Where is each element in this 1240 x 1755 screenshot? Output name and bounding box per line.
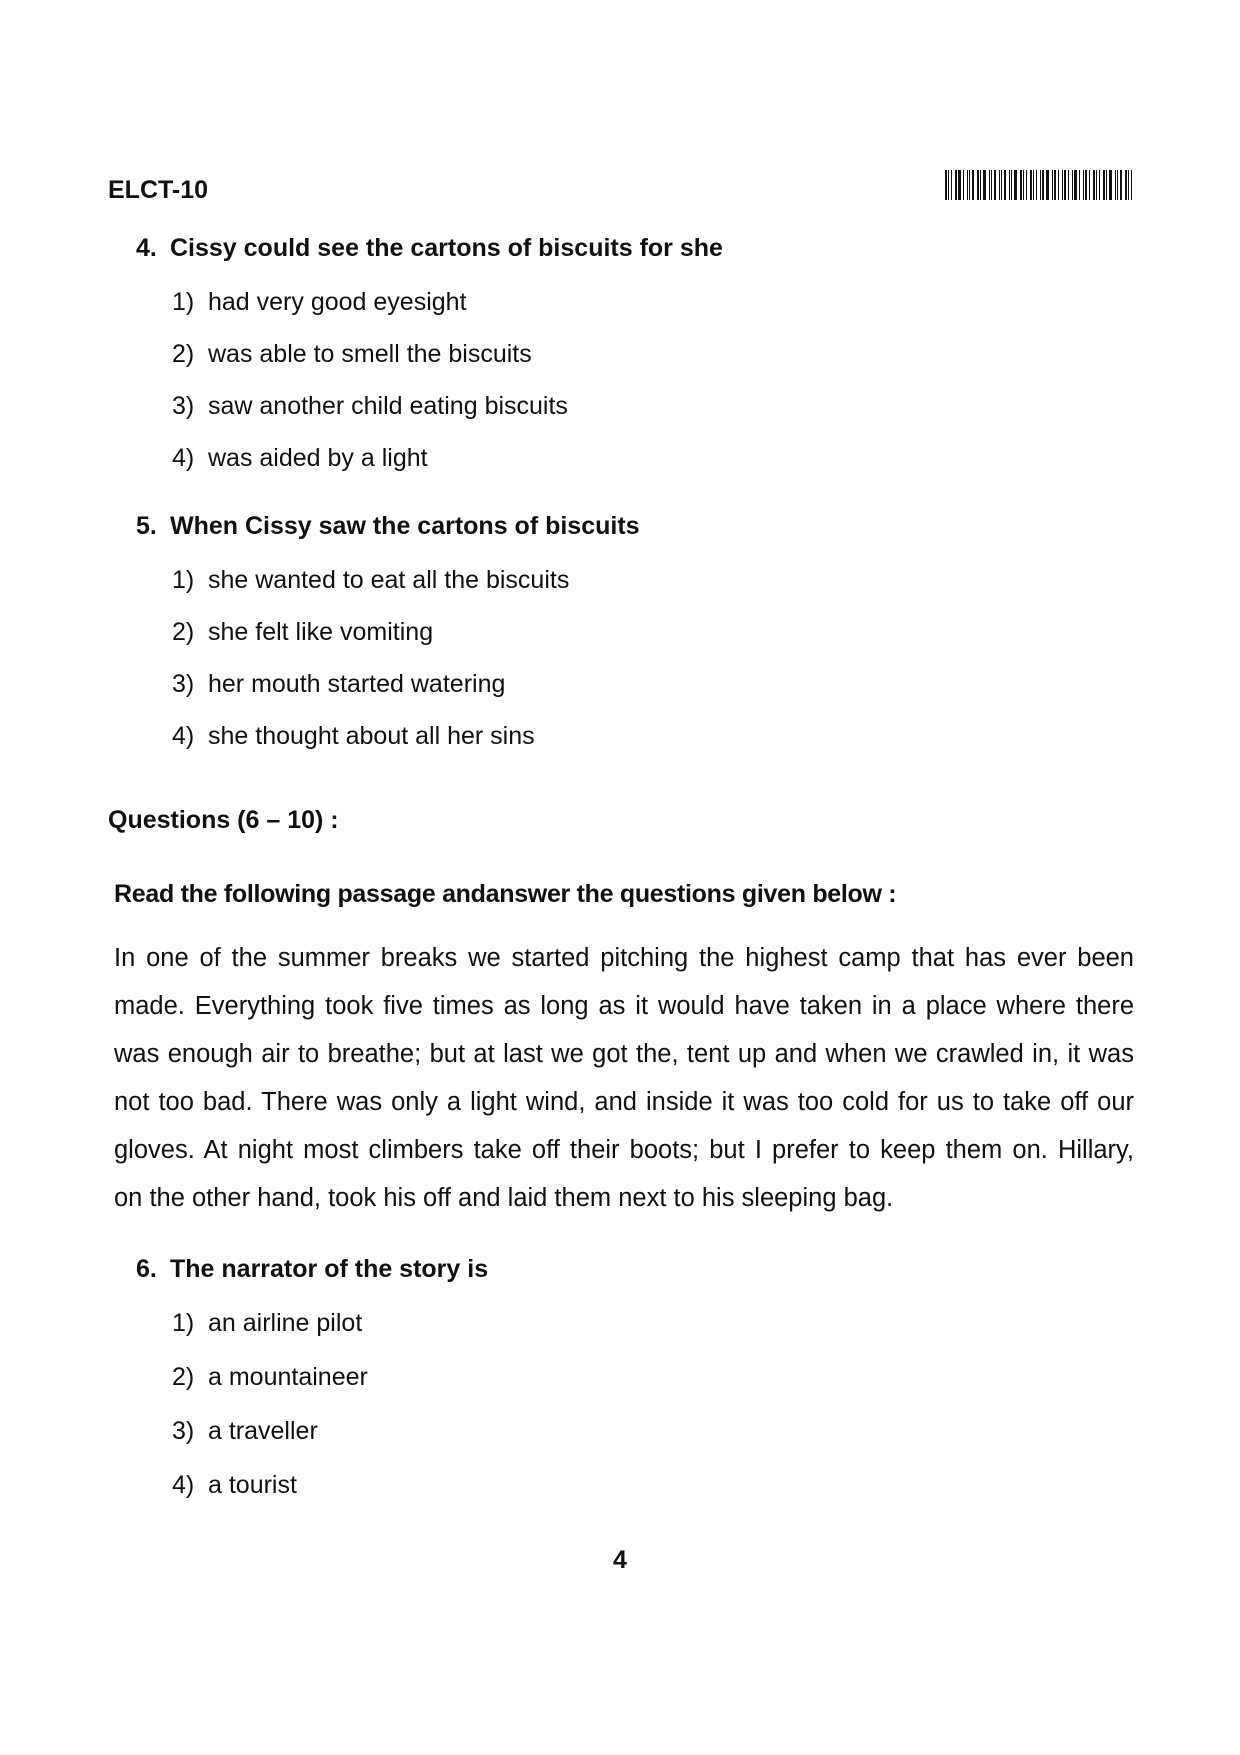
question-4-option-4[interactable] — [172, 444, 428, 473]
barcode-bar — [1014, 170, 1017, 200]
question-6-option-1[interactable] — [172, 1309, 362, 1338]
passage-line: on the other hand, took his off and laid them next to his sleeping bag. — [114, 1184, 894, 1212]
option-number: 4) — [172, 722, 195, 750]
barcode-bar — [1115, 170, 1116, 200]
barcode-bar — [1052, 170, 1053, 200]
barcode-bar — [1089, 170, 1090, 200]
option-text: saw another child eating biscuits — [208, 392, 568, 420]
barcode-bar — [1074, 170, 1077, 200]
barcode-bar — [1033, 170, 1034, 200]
barcode-bar — [1023, 170, 1024, 200]
barcode-bar — [1068, 170, 1069, 200]
barcode-bar — [945, 170, 947, 200]
barcode-bar — [1128, 170, 1129, 200]
option-text: a tourist — [208, 1471, 297, 1499]
question-5 — [136, 512, 640, 541]
option-text: she wanted to eat all the biscuits — [208, 566, 570, 594]
option-number: 3) — [172, 670, 195, 698]
option-text: a traveller — [208, 1417, 318, 1445]
question-4-option-1[interactable] — [172, 288, 467, 317]
page-number: 4 — [613, 1546, 627, 1574]
barcode-bar — [999, 170, 1000, 200]
option-number: 2) — [172, 340, 195, 368]
barcode-bar — [972, 170, 974, 200]
option-text: a mountaineer — [208, 1363, 368, 1391]
barcode-bar — [1036, 170, 1037, 200]
option-number: 4) — [172, 444, 195, 472]
barcode-bar — [1079, 170, 1080, 200]
option-number: 2) — [172, 618, 195, 646]
barcode-bar — [1085, 170, 1087, 200]
barcode-bar — [1042, 170, 1044, 200]
question-4-number: 4. — [136, 234, 157, 262]
reading-passage — [114, 934, 1134, 1222]
barcode-bar — [1058, 170, 1059, 200]
barcode-bar — [1026, 170, 1027, 200]
barcode-bar — [1062, 170, 1063, 200]
barcode-bar — [994, 170, 996, 200]
question-4-option-3[interactable] — [172, 392, 568, 421]
option-text: had very good eyesight — [208, 288, 467, 316]
barcode-bar — [1064, 170, 1066, 200]
barcode-bar — [1054, 170, 1056, 200]
barcode-bar — [1009, 170, 1010, 200]
option-number: 3) — [172, 392, 195, 420]
option-number: 1) — [172, 288, 195, 316]
passage-line: In one of the summer breaks we started pitching the highest camp that has ever been — [114, 944, 1134, 972]
question-5-number: 5. — [136, 512, 157, 540]
question-6 — [136, 1255, 488, 1284]
barcode-image — [945, 170, 1135, 200]
barcode-bar — [948, 170, 949, 200]
barcode-bar — [983, 170, 986, 200]
barcode-bar — [1004, 170, 1006, 200]
barcode-bar — [1109, 170, 1112, 200]
passage-line: not too bad. There was only a light wind, and inside it was too cold for us to take off our — [114, 1088, 1134, 1116]
question-4 — [136, 234, 723, 263]
passage-line: made. Everything took five times as long as it would have taken in a place where there — [114, 992, 1134, 1020]
option-number: 2) — [172, 1363, 195, 1391]
barcode-bar — [963, 170, 964, 200]
option-number: 4) — [172, 1471, 195, 1499]
option-text: she thought about all her sins — [208, 722, 535, 750]
question-6-option-2[interactable] — [172, 1363, 368, 1392]
barcode-bar — [955, 170, 957, 200]
option-number: 1) — [172, 1309, 195, 1337]
barcode-bar — [951, 170, 952, 200]
barcode-bar — [1072, 170, 1073, 200]
barcode-bar — [1103, 170, 1105, 200]
barcode-bar — [1040, 170, 1041, 200]
question-6-text: The narrator of the story is — [170, 1255, 489, 1283]
question-4-option-2[interactable] — [172, 340, 532, 369]
option-text: her mouth started watering — [208, 670, 506, 698]
barcode-bar — [1083, 170, 1084, 200]
paper-code: ELCT-10 — [108, 176, 209, 204]
question-5-text: When Cissy saw the cartons of biscuits — [170, 512, 640, 540]
question-6-option-3[interactable] — [172, 1417, 318, 1446]
question-4-text: Cissy could see the cartons of biscuits for she — [170, 234, 723, 262]
barcode-bar — [1030, 170, 1032, 200]
option-text: she felt like vomiting — [208, 618, 434, 646]
barcode-bar — [1120, 170, 1122, 200]
passage-line: gloves. At night most climbers take off their boots; but I prefer to keep them on. Hillary, — [114, 1136, 1134, 1164]
barcode-bar — [1117, 170, 1118, 200]
barcode-bar — [980, 170, 981, 200]
option-text: an airline pilot — [208, 1309, 363, 1337]
question-5-option-1[interactable] — [172, 566, 569, 595]
barcode-bar — [1096, 170, 1097, 200]
barcode-bar — [1125, 170, 1127, 200]
barcode-bar — [958, 170, 961, 200]
section-heading: Questions (6 – 10) : — [108, 806, 339, 834]
passage-line: was enough air to breathe; but at last we got the, tent up and when we crawled in, it was — [114, 1040, 1134, 1068]
barcode-bar — [989, 170, 990, 200]
question-6-option-4[interactable] — [172, 1471, 297, 1500]
barcode-bar — [1093, 170, 1095, 200]
question-5-option-3[interactable] — [172, 670, 505, 699]
barcode-bar — [1020, 170, 1022, 200]
barcode-bar — [977, 170, 979, 200]
question-6-number: 6. — [136, 1255, 157, 1283]
passage-instruction: Read the following passage andanswer the questions given below : — [114, 880, 897, 908]
barcode-bar — [969, 170, 970, 200]
barcode-bar — [1001, 170, 1002, 200]
barcode-bar — [1011, 170, 1012, 200]
barcode-bar — [1046, 170, 1049, 200]
question-5-option-2[interactable] — [172, 618, 433, 647]
barcode-bar — [1106, 170, 1107, 200]
barcode-bar — [967, 170, 968, 200]
option-text: was aided by a light — [208, 444, 428, 472]
option-text: was able to smell the biscuits — [208, 340, 532, 368]
barcode-bar — [991, 170, 992, 200]
option-number: 3) — [172, 1417, 195, 1445]
option-number: 1) — [172, 566, 195, 594]
question-5-option-4[interactable] — [172, 722, 535, 751]
barcode-bar — [1131, 170, 1132, 200]
barcode-bar — [1099, 170, 1100, 200]
